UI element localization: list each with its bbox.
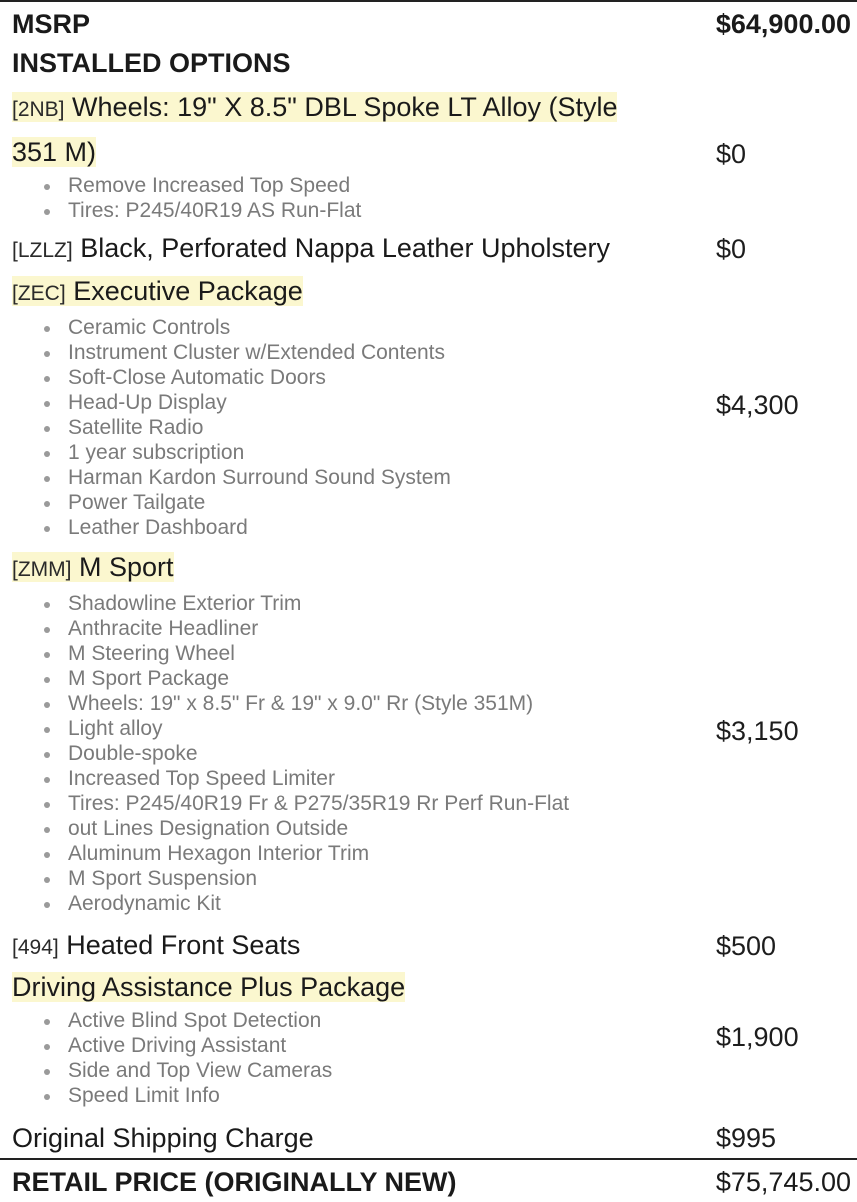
feature-item: Active Driving Assistant [68,1033,702,1058]
feature-item: Light alloy [68,716,702,741]
feature-list [12,173,702,223]
option-price: $995 [716,1122,777,1153]
option-wheels [12,86,857,223]
feature-item: M Steering Wheel [68,641,702,666]
retail-price-row [12,1162,857,1202]
feature-item: M Sport Suspension [68,866,702,891]
feature-item: Anthracite Headliner [68,616,702,641]
feature-item: M Sport Package [68,666,702,691]
option-name: Wheels: 19" X 8.5" DBL Spoke LT Alloy (Style [72,92,618,122]
feature-item: 1 year subscription [68,440,702,465]
option-price: $0 [716,139,747,169]
option-code: [2NB] [12,98,65,121]
feature-list [12,1008,702,1108]
option-name: Black, Perforated Nappa Leather Upholstery [80,233,610,263]
option-code: [LZLZ] [12,239,73,262]
option-price: $4,300 [716,389,799,420]
feature-item: Aerodynamic Kit [68,891,702,916]
feature-item: Tires: P245/40R19 Fr & P275/35R19 Rr Perf Run-Flat [68,791,702,816]
retail-price-label: RETAIL PRICE (ORIGINALLY NEW) [12,1166,457,1197]
feature-item: Ceramic Controls [68,315,702,340]
option-upholstery [12,227,857,272]
option-code: [494] [12,936,59,959]
feature-item: Increased Top Speed Limiter [68,766,702,791]
feature-item: Wheels: 19" x 8.5" Fr & 19" x 9.0" Rr (Style 351M) [68,691,702,716]
option-executive-package [12,270,857,540]
msrp-label: MSRP [12,8,91,39]
feature-item: Shadowline Exterior Trim [68,591,702,616]
feature-item: Tires: P245/40R19 AS Run-Flat [68,198,702,223]
option-price: $1,900 [716,1021,799,1052]
msrp-value: $64,900.00 [715,8,851,39]
feature-item: Instrument Cluster w/Extended Contents [68,340,702,365]
feature-item: Remove Increased Top Speed [68,173,702,198]
installed-options-title: INSTALLED OPTIONS [12,48,291,78]
feature-item: Side and Top View Cameras [68,1058,702,1083]
feature-item: Satellite Radio [68,415,702,440]
feature-item: Active Blind Spot Detection [68,1008,702,1033]
feature-item: Speed Limit Info [68,1083,702,1108]
option-shipping [12,1117,857,1159]
option-name: Original Shipping Charge [12,1123,314,1153]
feature-item: Head-Up Display [68,390,702,415]
option-driving-assistance [12,966,857,1108]
option-name: Executive Package [73,276,303,306]
feature-item: Power Tailgate [68,490,702,515]
option-heated-seats [12,924,857,969]
feature-item: Soft-Close Automatic Doors [68,365,702,390]
option-name: Driving Assistance Plus Package [12,972,406,1002]
option-m-sport [12,546,857,916]
total-divider [0,1158,857,1160]
option-code: [ZEC] [12,282,66,305]
feature-item: Leather Dashboard [68,515,702,540]
retail-price-value: $75,745.00 [715,1166,851,1197]
option-price: $500 [716,931,777,961]
option-price: $0 [716,234,747,264]
feature-item: Harman Kardon Surround Sound System [68,465,702,490]
feature-item: Aluminum Hexagon Interior Trim [68,841,702,866]
feature-item: Double-spoke [68,741,702,766]
option-code: [ZMM] [12,558,72,581]
msrp-row [12,4,857,44]
feature-list [12,315,702,540]
option-price: $3,150 [716,715,799,746]
option-name: Heated Front Seats [66,930,301,960]
option-name: M Sport [79,552,174,582]
feature-item: out Lines Designation Outside [68,816,702,841]
option-name-cont: 351 M) [12,137,97,167]
feature-list [12,591,702,916]
top-divider [0,0,857,2]
